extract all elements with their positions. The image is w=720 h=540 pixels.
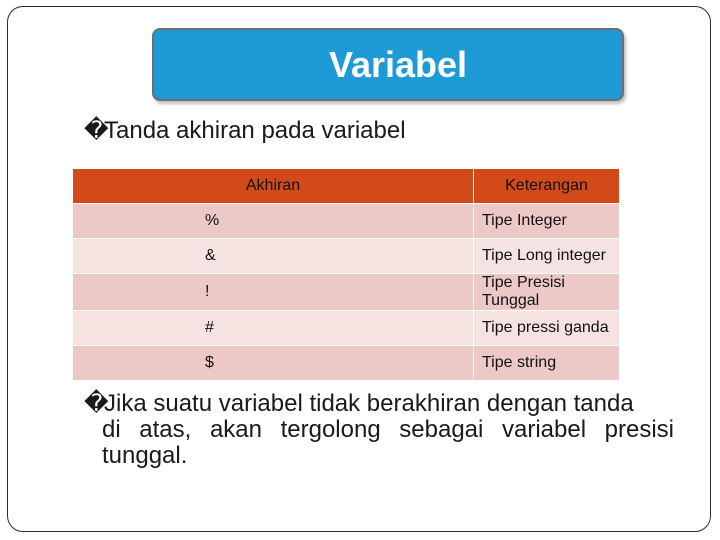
table-row [73,239,620,274]
suffix-cell: $ [73,346,474,381]
suffix-cell: ! [73,274,474,311]
bullet-text: Tanda akhiran pada variabel [104,117,406,144]
header-akhiran: Akhiran [73,169,474,204]
table-header-row [73,169,620,204]
bullet-glyph: � [84,390,109,417]
desc-cell: Tipe Integer [474,204,620,239]
desc-cell: Tipe pressi ganda [474,311,620,346]
title-box [152,28,624,101]
table-row [73,346,620,381]
table-row [73,274,620,311]
note-line-1: Jika suatu variabel tidak berakhiran dengan tanda [104,390,634,417]
table-row [73,204,620,239]
suffix-cell: & [73,239,474,274]
suffix-cell: % [73,204,474,239]
table-row [73,311,620,346]
bullet-glyph: � [84,117,109,144]
header-keterangan: Keterangan [474,169,620,204]
bullet-suffix-intro [84,118,406,144]
note-line-2: di atas, akan tergolong sebagai variabel presisi [102,416,674,443]
suffix-cell: # [73,311,474,346]
note-line-3: tunggal. [102,442,188,469]
desc-cell: Tipe Presisi Tunggal [474,274,620,311]
slide-title: Variabel [328,43,468,85]
suffix-table [72,168,620,381]
bullet-note [84,391,674,469]
desc-cell: Tipe string [474,346,620,381]
desc-cell: Tipe Long integer [474,239,620,274]
